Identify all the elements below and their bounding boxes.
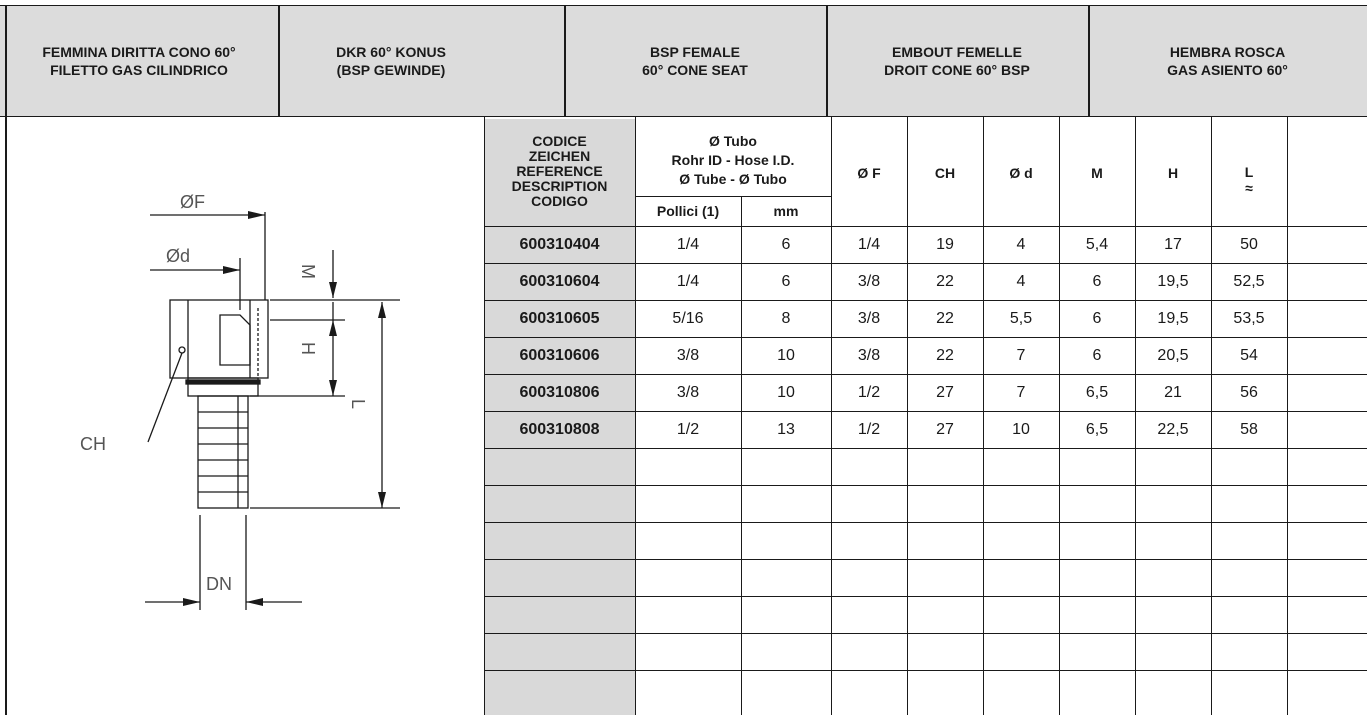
arrow-icon (183, 598, 200, 606)
header-french (826, 6, 1088, 116)
header-divider (826, 5, 828, 117)
table-cell-f: 1/2 (857, 420, 881, 438)
table-cell-inch: 3/8 (676, 346, 700, 364)
grid-line (1287, 117, 1288, 715)
table-cell-code: 600310404 (519, 235, 600, 253)
grid-line (484, 485, 1367, 486)
table-cell-m: 6 (1092, 346, 1102, 364)
col-header-m: M (1091, 164, 1103, 181)
table-cell-inch: 1/4 (676, 272, 700, 290)
label-f: ØF (180, 192, 205, 212)
table-cell-inch: 1/2 (676, 420, 700, 438)
label-h: H (298, 342, 318, 355)
table-cell-f: 3/8 (857, 346, 881, 364)
table-cell-l: 54 (1240, 346, 1258, 364)
table-cell-f: 3/8 (857, 272, 881, 290)
table-cell-m: 6 (1092, 272, 1102, 290)
table-cell-mm: 13 (777, 420, 795, 438)
col-header-d: Ø d (1009, 164, 1033, 181)
header-italian-text: FEMMINA DIRITTA CONO 60° FILETTO GAS CILINDRICO (42, 44, 236, 78)
table-cell-d: 10 (1012, 420, 1030, 438)
table-cell-ch: 22 (936, 309, 954, 327)
table-cell-m: 6 (1092, 309, 1102, 327)
table-cell-m: 5,4 (1085, 235, 1109, 253)
table-cell-code: 600310606 (519, 346, 600, 364)
header-spanish (1088, 6, 1367, 116)
table-cell-code: 600310806 (519, 383, 600, 401)
table-cell-h: 17 (1164, 235, 1182, 253)
table-cell-ch: 27 (936, 383, 954, 401)
header-french-text: EMBOUT FEMELLE DROIT CONE 60° BSP (884, 44, 1030, 78)
table-cell-f: 1/2 (857, 383, 881, 401)
grid-line (484, 448, 1367, 449)
table-cell-code: 600310808 (519, 420, 600, 438)
grid-line (635, 196, 831, 197)
table-cell-mm: 10 (777, 346, 795, 364)
col-header-mm: mm (773, 203, 799, 219)
table-cell-l: 56 (1240, 383, 1258, 401)
header-divider (278, 5, 280, 117)
table-cell-inch: 3/8 (676, 383, 700, 401)
arrow-icon (329, 282, 337, 298)
header-italian (0, 6, 278, 116)
col-header-f: Ø F (857, 164, 881, 181)
arrow-icon (329, 380, 337, 396)
table-cell-h: 19,5 (1157, 272, 1189, 290)
header-german (278, 6, 504, 116)
arrow-icon (329, 320, 337, 336)
table-cell-f: 1/4 (857, 235, 881, 253)
table-cell-inch: 5/16 (672, 309, 704, 327)
table-cell-mm: 6 (781, 272, 791, 290)
label-dn: DN (206, 574, 232, 594)
grid-line (5, 117, 7, 715)
col-header-code: CODICE ZEICHEN REFERENCE DESCRIPTION CODIGO (511, 132, 608, 209)
table-cell-mm: 6 (781, 235, 791, 253)
table-cell-ch: 22 (936, 346, 954, 364)
header-english-text: BSP FEMALE 60° CONE SEAT (642, 44, 748, 78)
grid-line (484, 633, 1367, 634)
table-cell-d: 4 (1016, 272, 1026, 290)
col-header-l: L ≈ (1244, 163, 1254, 196)
label-m: M (298, 264, 318, 279)
table-cell-m: 6,5 (1085, 420, 1109, 438)
label-d: Ød (166, 246, 191, 266)
table-cell-d: 7 (1016, 346, 1026, 364)
label-l: L (348, 399, 368, 410)
table-cell-h: 20,5 (1157, 346, 1189, 364)
table-cell-l: 52,5 (1233, 272, 1265, 290)
table-cell-h: 19,5 (1157, 309, 1189, 327)
grid-line (484, 670, 1367, 671)
header-divider (5, 5, 7, 117)
table-cell-mm: 8 (781, 309, 791, 327)
table-cell-h: 21 (1164, 383, 1182, 401)
table-cell-l: 53,5 (1233, 309, 1265, 327)
table-cell-f: 3/8 (857, 309, 881, 327)
table-cell-ch: 27 (936, 420, 954, 438)
table-cell-code: 600310605 (519, 309, 600, 327)
col-header-h: H (1167, 164, 1179, 181)
arrow-icon (223, 266, 240, 274)
grid-line (484, 559, 1367, 560)
arrow-icon (378, 492, 386, 508)
col-header-inch: Pollici (1) (656, 203, 720, 219)
table-cell-d: 4 (1016, 235, 1026, 253)
table-cell-l: 58 (1240, 420, 1258, 438)
arrow-icon (246, 598, 263, 606)
header-divider (564, 5, 566, 117)
grid-line (484, 596, 1367, 597)
table-cell-h: 22,5 (1157, 420, 1189, 438)
table-cell-code: 600310604 (519, 272, 600, 290)
table-cell-d: 5,5 (1009, 309, 1033, 327)
table-cell-inch: 1/4 (676, 235, 700, 253)
header-english (564, 6, 826, 116)
header-spanish-text: HEMBRA ROSCA GAS ASIENTO 60° (1167, 44, 1288, 78)
col-header-tube: Ø Tubo Rohr ID - Hose I.D. Ø Tube - Ø Tubo (671, 132, 795, 187)
table-cell-mm: 10 (777, 383, 795, 401)
table-cell-ch: 22 (936, 272, 954, 290)
header-german-text: DKR 60° KONUS (BSP GEWINDE) (336, 44, 446, 78)
arrow-icon (378, 302, 386, 318)
table-cell-ch: 19 (936, 235, 954, 253)
table-cell-l: 50 (1240, 235, 1258, 253)
arrow-icon (248, 211, 265, 219)
col-header-ch: CH (934, 164, 956, 181)
table-cell-m: 6,5 (1085, 383, 1109, 401)
grid-line (484, 522, 1367, 523)
label-ch: CH (80, 434, 106, 454)
header-divider (1088, 5, 1090, 117)
fitting-drawing (80, 190, 420, 620)
table-cell-d: 7 (1016, 383, 1026, 401)
